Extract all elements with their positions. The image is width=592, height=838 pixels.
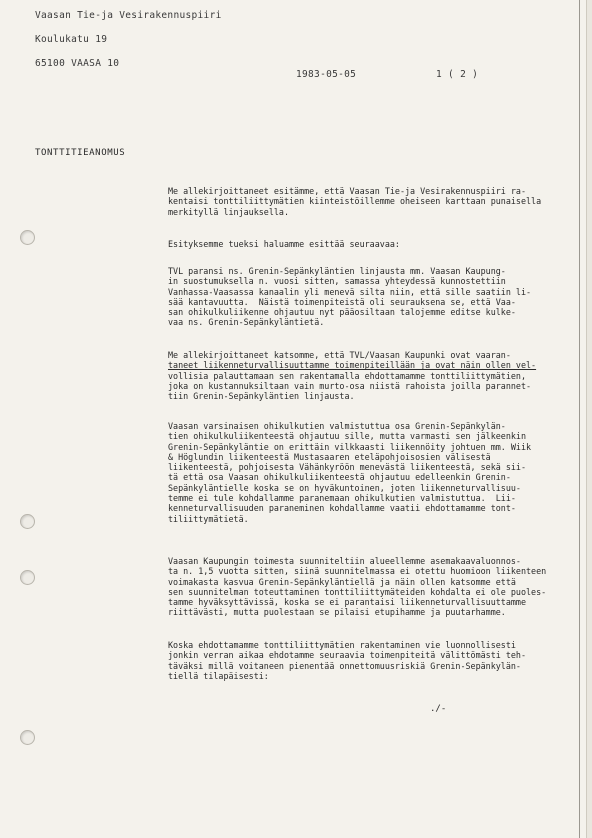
document-title: TONTTITIEANOMUS <box>35 148 126 158</box>
text-line: temme ei tule kohdallamme paranemaan ohikulkutien valmistuttua. Lii- <box>168 493 516 504</box>
text-line: Esityksemme tueksi haluamme esittää seuraavaa: <box>168 239 400 249</box>
text-line: san ohikulkuliikenne ohjautuu nyt pääosiltaan talojemme editse kulke- <box>168 307 516 318</box>
continuation-mark: ./- <box>430 704 447 714</box>
paragraph <box>168 266 540 328</box>
text-line: Vaasan Kaupungin toimesta suunniteltiin alueellemme asemakaavaluonnos- <box>168 556 521 566</box>
paragraph <box>168 421 540 524</box>
text-line: voimakasta kasvua Grenin-Sepänkyläntiellä ja näin ollen katsomme että <box>168 576 516 587</box>
text-line: tiin Grenin-Sepänkyläntien linjausta. <box>168 391 355 402</box>
text-line: riittävästi, mutta puolestaan se pilaisi etupihamme ja puutarhamme. <box>168 607 506 618</box>
text-line: tamme hyväksyttävissä, koska se ei parantaisi liikenneturvallisuuttamme <box>168 597 526 608</box>
text-line: kenneturvallisuuden paraneminen kohdallamme vaatii ehdottamamme tont- <box>168 503 516 514</box>
text-line: sen suunnitelman toteuttaminen tonttiliittymäteiden kohdalta ei ole puoles- <box>168 586 547 597</box>
punch-hole <box>20 730 35 745</box>
text-line: taneet liikenneturvallisuuttamme toimenpiteillään ja ovat näin ollen vel- <box>168 360 537 371</box>
text-line: tiellä tilapäisesti: <box>168 670 269 681</box>
text-line: TVL paransi ns. Grenin-Sepänkyläntien linjausta mm. Vaasan Kaupung- <box>168 266 506 276</box>
text-line: sää kantavuutta. Näistä toimenpiteistä oli seurauksena se, että Vaa- <box>168 296 516 307</box>
page-edge-line <box>579 0 580 838</box>
text-line: Me allekirjoittaneet esitämme, että Vaasan Tie-ja Vesirakennuspiiri ra- <box>168 186 526 196</box>
text-line: ta n. 1,5 vuotta sitten, siinä suunnitelmassa ei otettu huomioon liikenteen <box>168 566 547 577</box>
text-line: tien ohikulkuliikenteestä ohjautuu sille, mutta varmasti sen jälkeenkin <box>168 431 526 442</box>
text-line: Me allekirjoittaneet katsomme, että TVL/Vaasan Kaupunki ovat vaaran- <box>168 350 511 360</box>
sender-postal: 65100 VAASA 10 <box>35 58 120 69</box>
punch-hole <box>20 230 35 245</box>
text-line: vaa ns. Grenin-Sepänkyläntietä. <box>168 317 325 328</box>
punch-hole <box>20 570 35 585</box>
text-line: jonkin verran aikaa ehdotamme seuraavia toimenpiteitä välittömästi teh- <box>168 650 526 661</box>
text-line: joka on kustannuksiltaan vain murto-osa niistä rahoista joilla parannet- <box>168 380 532 391</box>
sender-org: Vaasan Tie-ja Vesirakennuspiiri <box>35 10 222 21</box>
text-line: Vaasan varsinaisen ohikulkutien valmistuttua osa Grenin-Sepänkylän- <box>168 421 506 431</box>
sender-street: Koulukatu 19 <box>35 34 108 45</box>
paragraph <box>168 640 540 681</box>
paragraph <box>168 350 540 401</box>
text-line: Grenin-Sepänkyläntie on erittäin vilkkaasti liikennöity johtuen mm. Wiik <box>168 441 532 452</box>
text-line: Koska ehdottamamme tonttiliittymätien rakentaminen vie luonnollisesti <box>168 640 516 650</box>
text-line: vollisia palauttamaan sen rakentamalla ehdottamamme tonttiliittymätien, <box>168 370 526 381</box>
document-date: 1983-05-05 <box>296 69 357 80</box>
text-line: Vanhassa-Vaasassa kanaalin yli menevä silta niin, että sille saatiin li- <box>168 286 532 297</box>
text-line: tä että osa Vaasan ohikulkuliikenteestä ohjautuu edelleenkin Grenin- <box>168 472 511 483</box>
text-line: & Höglundin liikenteestä Mustasaaren eteläpohjoisosien välisestä <box>168 451 491 462</box>
text-line: kentaisi tonttiliittymätien kiinteistöillemme oheiseen karttaan punaisella <box>168 196 542 207</box>
text-line: Sepänkyläntielle koska se on hyväkuntoinen, joten liikenneturvallisuu- <box>168 482 521 493</box>
paragraph <box>168 239 540 249</box>
page-number: 1 ( 2 ) <box>436 69 479 80</box>
text-line: täväksi millä voitaneen pienentää onnettomuusriskiä Grenin-Sepänkylän- <box>168 660 521 671</box>
text-line: liikenteestä, pohjoisesta Vähänkyröön menevästä liikenteestä, sekä sii- <box>168 462 526 473</box>
text-line: merkityllä linjauksella. <box>168 206 290 217</box>
paragraph <box>168 186 540 217</box>
punch-hole <box>20 514 35 529</box>
text-line: tiliittymätietä. <box>168 513 249 524</box>
paragraph <box>168 556 547 618</box>
text-line: in suostumuksella n. vuosi sitten, samassa yhteydessä kunnostettiin <box>168 276 506 287</box>
